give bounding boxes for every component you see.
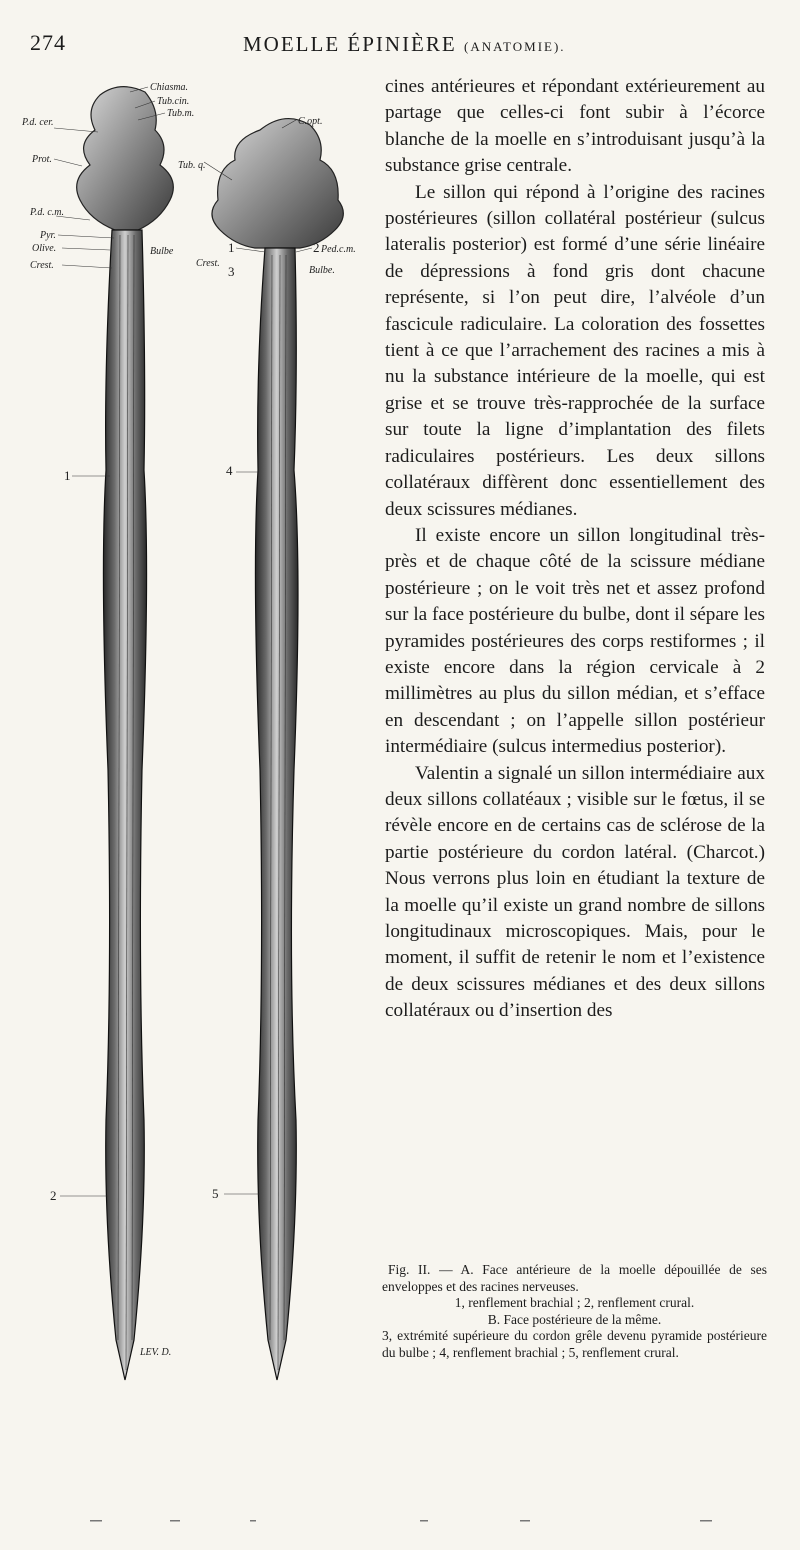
cord-anterior — [77, 87, 174, 1380]
anatomical-figure — [20, 70, 380, 1420]
label-prot: Prot. — [32, 154, 52, 165]
label-pd-cer: P.d. cer. — [22, 117, 54, 128]
caption-line-b: B. Face postérieure de la même. — [487, 1311, 662, 1327]
label-pyr: Pyr. — [40, 230, 56, 241]
paragraph-4: Valentin a signalé un sillon intermédiaire aux deux sillons collatéaux ; visible sur le fœtus, il se révèle encore en de certains cas de sclérose de la partie postérieure du cordon latéral. (Charcot.) Nous verrons plus loin en étudiant la texture de la moelle qu’il existe un grand nombre de sillons longitudinaux microscopiques. Mais, pour le moment, il suffit de retenir le nom et l’existence de deux scissures médianes et des deux sillons collatéraux ou d’insertion des — [385, 762, 765, 1022]
caption-line-a: Fig. II. — A. Face antérieure de la moelle dépouillée de ses enveloppes et des racines nerveuses. — [382, 1262, 767, 1294]
paragraph-1: cines antérieures et répondant extérieurement au partage que celles-ci font subir à l’écorce blanche de la moelle en s’introduisant jusqu’à la substance grise centrale. — [385, 76, 765, 177]
label-r1: 1 — [228, 240, 235, 255]
label-c-opt: C.opt. — [298, 116, 323, 127]
label-ped-cm: Ped.c.m. — [321, 244, 356, 255]
label-2: 2 — [50, 1188, 57, 1203]
figure-caption — [382, 1262, 767, 1361]
label-1: 1 — [64, 468, 71, 483]
label-r3: 3 — [228, 264, 235, 279]
body-text — [385, 74, 765, 1025]
paragraph-3: Il existe encore un sillon longitudinal très-près et de chaque côté de la scissure médiane postérieure ; on le voit très net et assez profond sur la face postérieure du bulbe, dont il sépare les pyramides postérieures des corps restiformes ; il existe encore dans la région cervicale à 2 millimètres au plus du sillon médian, et s’efface en descendant ; on l’appelle sillon postérieur intermédiaire (sulcus intermedius posterior). — [385, 524, 765, 758]
label-r4: 4 — [226, 463, 233, 478]
label-crest: Crest. — [30, 260, 54, 271]
label-tub-q: Tub. q. — [178, 160, 206, 171]
cord-posterior-brainstem — [212, 119, 343, 248]
label-bulbe: Bulbe — [150, 246, 174, 257]
cord-anterior-brainstem — [77, 87, 174, 230]
page-specks — [0, 1500, 800, 1530]
running-title: MOELLE ÉPINIÈRE — [243, 32, 457, 56]
label-olive: Olive. — [32, 243, 57, 254]
running-head — [243, 32, 566, 57]
label-pd-cm: P.d. c.m. — [30, 207, 64, 218]
spinal-cord-illustration — [20, 70, 380, 1420]
artist-signature: LEV. D. — [140, 1347, 172, 1358]
caption-line-a-items: 1, renflement brachial ; 2, renflement crural. — [454, 1295, 695, 1310]
cord-anterior-shaft — [103, 230, 146, 1380]
cord-posterior-shaft — [255, 248, 298, 1380]
label-r-crest: Crest. — [196, 258, 220, 269]
label-r5: 5 — [212, 1186, 219, 1201]
running-subtitle: (ANATOMIE). — [463, 39, 566, 54]
label-r2: 2 — [313, 240, 320, 255]
paragraph-2: Le sillon qui répond à l’origine des racines postérieures (sillon collatéral postérieur (sulcus lateralis posterior) est formé d’une série linéaire de dépressions à fond gris dont chacune représente, si l’on peut dire, l’alvéole d’un fascicule radiculaire. La coloration des fossettes tient à ce que l’arrachement des racines a mis à nu la substance intérieure de la moelle, qui est grise et se trouve très-rapprochée de la surface sur toute la ligne d’implantation des filets radiculaires postérieurs. Les deux sillons collatéraux diffèrent donc essentiellement des deux scissures médianes. — [385, 181, 765, 520]
label-r-bulbe: Bulbe. — [309, 265, 335, 276]
cord-posterior — [212, 119, 343, 1380]
caption-line-b-items: 3, extrémité supérieure du cordon grêle devenu pyramide postérieure du bulbe ; 4, renflement brachial ; 5, renflement crural. — [382, 1328, 767, 1360]
label-chiasma: Chiasma. — [150, 82, 189, 93]
label-tub-cin: Tub.cin. — [157, 96, 190, 107]
label-tub-m: Tub.m. — [167, 108, 195, 119]
page-number: 274 — [30, 30, 66, 55]
